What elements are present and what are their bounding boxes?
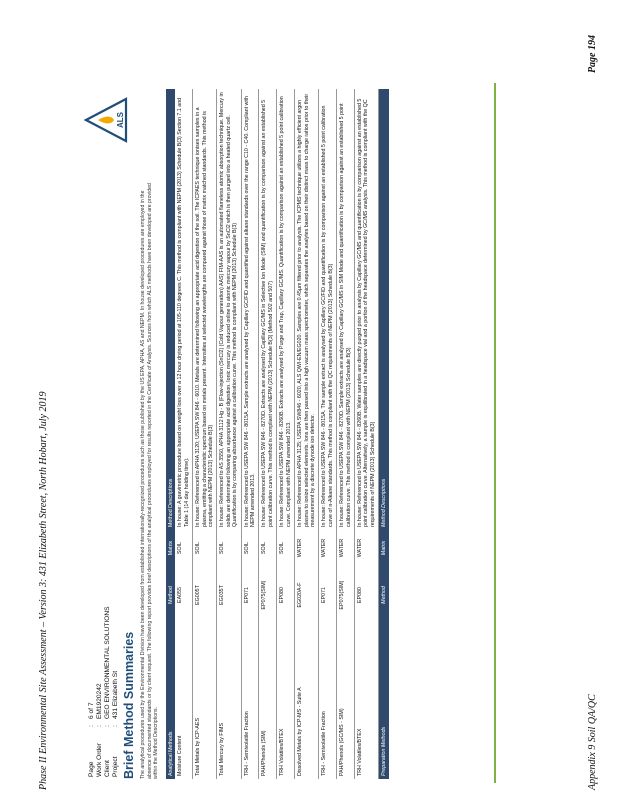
table-row (193, 89, 217, 779)
analytical-method-name: TRH Volatiles/BTEX (354, 624, 378, 779)
method-code: EP075(SIM) (259, 566, 277, 624)
col-header-method-descriptions: Method Descriptions (166, 89, 175, 530)
table-row (295, 89, 319, 779)
prep-col-header-matrix: Matrix (379, 530, 389, 566)
prep-header-row (379, 89, 389, 779)
als-logo-text: ALS (116, 112, 125, 128)
als-logo (84, 97, 130, 143)
prep-col-header-method-descriptions: Method Descriptions (379, 89, 389, 530)
table-row (319, 89, 337, 779)
table-row (277, 89, 295, 779)
method-description: In house: Referenced to USEPA SW 846 - 8015A. The sample extract is analysed by Capillary GC/FID and quantification is by comparison against an established 5 point calibration curve of n-Alkane standards. This method is compliant with the QC requirements of NEPM (2013) Schedule B(3) (319, 89, 337, 530)
method-table (166, 89, 389, 779)
page-number: Page 194 (587, 35, 598, 74)
report-page (80, 83, 520, 783)
meta-colon: : (96, 725, 103, 727)
col-header-matrix: Matrix (166, 530, 175, 566)
method-code: EG020A-F (295, 566, 319, 624)
matrix: SOIL (277, 530, 295, 566)
analytical-method-name: TRH - Semivolatile Fraction (319, 624, 337, 779)
matrix: WATER (295, 530, 319, 566)
analytical-method-name: Moisture Content (175, 624, 192, 779)
analytical-method-name: Total Mercury by FIMS (217, 624, 241, 779)
matrix: SOIL (193, 530, 217, 566)
meta-value: 6 of 7 (88, 702, 95, 719)
table-row (354, 89, 378, 779)
method-code: EP071 (319, 566, 337, 624)
table-header-row (166, 89, 175, 779)
meta-row (112, 607, 120, 777)
appendix-label: Appendix 9 Soil QA/QC (587, 694, 598, 790)
running-header: Phase II Environmental Site Assessment – Version 3: 431 Elizabeth Street, North Hobart, July 2019 (38, 391, 49, 790)
report-meta (88, 607, 120, 777)
method-description: In house: Referenced to USEPA SW 846 - 8270D. Sample extracts are analysed by Capillary GC/MS in SIM Mode and quantification is by comparison against an established 5 point calibration curve. This method is compliant with NEPM (2013) Schedule B(3) (337, 89, 355, 530)
intro-paragraph: The analytical procedures used by the Environmental Division have been developed from established internationally-recognized procedures such as those published by the US EPA, APHA, AS and NEPM. In house developed procedures are employed in the absence of documented standards or by client request. The following report provides brief descriptions of the analytical procedures employed for results reported in the Certificate of Analysis. Sources from which ALS methods have been developed are provided within the Method Descriptions. (140, 183, 160, 779)
col-header-analytical-methods: Analytical Methods (166, 624, 175, 779)
table-row (259, 89, 277, 779)
analytical-method-name: PAH/Phenols (SIM) (259, 624, 277, 779)
analytical-method-name: TRH Volatiles/BTEX (277, 624, 295, 779)
analytical-method-name: TRH - Semivolatile Fraction (241, 624, 259, 779)
meta-value: GEO ENVIRONMENTAL SOLUTIONS (104, 606, 111, 719)
prep-col-header-method: Method (379, 566, 389, 624)
col-header-method: Method (166, 566, 175, 624)
col-header-preparation-methods: Preparation Methods (379, 624, 389, 779)
analytical-method-name: PAH/Phenols (GC/MS - SIM) (337, 624, 355, 779)
meta-colon: : (112, 725, 119, 727)
table-row (217, 89, 241, 779)
method-code: EA055 (175, 566, 192, 624)
meta-key: Project (112, 756, 119, 777)
analytical-method-name: Total Metals by ICP-AES (193, 624, 217, 779)
matrix: WATER (337, 530, 355, 566)
meta-row (96, 607, 104, 777)
method-description: In house: A gravimetric procedure based on weight loss over a 12 hour drying period at 105-110 degrees C. This method is compliant with NEPM (2013) Schedule B(3) Section 7.1 and Table 1 (14 day holding time). (175, 89, 192, 530)
method-description: In house: Referenced to AS 3550, APHA 3112 Hg - B (Flow-injection (SnCl2) (Cold Vapour generation) AAS) FIM-AAS is an automated flameless atomic absorption technique. Mercury in solids are determined following an appropriate acid digestion. Ionic mercury is reduced online to atomic mercury vapour by SnCl2 which is then purged into a heated quartz cell. Quantification is by comparing absorbance against a calibration curve. This method is compliant with NEPM (2013) Schedule B(3) (217, 89, 241, 530)
method-code: EP071 (241, 566, 259, 624)
meta-row (88, 607, 96, 777)
meta-colon: : (88, 725, 95, 727)
meta-value: EM1920242 (96, 683, 103, 719)
method-description: In house: Referenced to USEPA SW 846 - 8015A. Sample extracts are analysed by Capillary GC/FID and quantified against alkane standards over the range C10 - C40. Compliant with NEPM amended 2013. (241, 89, 259, 530)
method-code: EP075(SIM) (337, 566, 355, 624)
method-code: EG005T (193, 566, 217, 624)
table-row (175, 89, 192, 779)
meta-row (104, 607, 112, 777)
method-description: In house: Referenced to USEPA SW 846 - 8260B. Water samples are directly purged prior to analysis by Capillary GC/MS and quantification is by comparison against an established 5 point calibration curve. Alternatively, a sample is equilibrated in a headspace vial and a portion of the headspace determined by GC/MS analysis. This method is compliant with the QC requirements of NEPM (2013) Schedule B(3) (354, 89, 378, 530)
table-row (337, 89, 355, 779)
meta-colon: : (104, 725, 111, 727)
method-description: In house: Referenced to APHA 3125; USEPA SW846 - 6020, ALS QWI-EN/EG020. Samples are 0.45µm filtered prior to analysis. The ICPMS technique utilizes a highly efficient argon plasma to ionize selected elements. Ions are then passed into a high vacuum mass spectrometer, which separates the analytes based on their distinct mass to charge ratios prior to their measurement by a discrete dynode ion detector. (295, 89, 319, 530)
method-code: EG035T (217, 566, 241, 624)
green-rule (494, 83, 496, 783)
method-code: EP080 (354, 566, 378, 624)
method-description: In house: Referenced to APHA 3120; USEPA SW 846 - 6010. Metals are determined following an appropriate acid digestion of the soil. The ICPAES technique ionises samples in a plasma, emitting a characteristic spectrum based on metals present. Intensities at selected wavelengths are compared against those of matrix matched standards. This method is compliant with NEPM (2013) Schedule B(3) (193, 89, 217, 530)
table-row (241, 89, 259, 779)
page-title: Brief Method Summaries (122, 631, 136, 779)
method-code: EP080 (277, 566, 295, 624)
method-description: In house: Referenced to USEPA SW 846 - 8270D. Extracts are analysed by Capillary GC/MS in Selective Ion Mode (SIM) and quantification is by comparison against an established 5 point calibration curve. This method is compliant with NEPM (2013) Schedule B(3) (Method 502 and 507) (259, 89, 277, 530)
matrix: SOIL (175, 530, 192, 566)
matrix: WATER (319, 530, 337, 566)
matrix: SOIL (259, 530, 277, 566)
matrix: SOIL (241, 530, 259, 566)
meta-key: Work Order (96, 743, 103, 777)
method-description: In house: Referenced to USEPA SW 846 - 8260B. Extracts are analysed by Purge and Trap, Capillary GC/MS. Quantification is by comparison against an established 5 point calibration curve. Compliant with NEPM amended 2013. (277, 89, 295, 530)
meta-value: 431 Elizabeth St (112, 670, 119, 719)
meta-key: Client (104, 760, 111, 777)
meta-key: Page (88, 761, 95, 777)
analytical-method-name: Dissolved Metals by ICP-MS - Suite A (295, 624, 319, 779)
matrix: SOIL (217, 530, 241, 566)
matrix: WATER (354, 530, 378, 566)
running-footer (587, 35, 598, 790)
